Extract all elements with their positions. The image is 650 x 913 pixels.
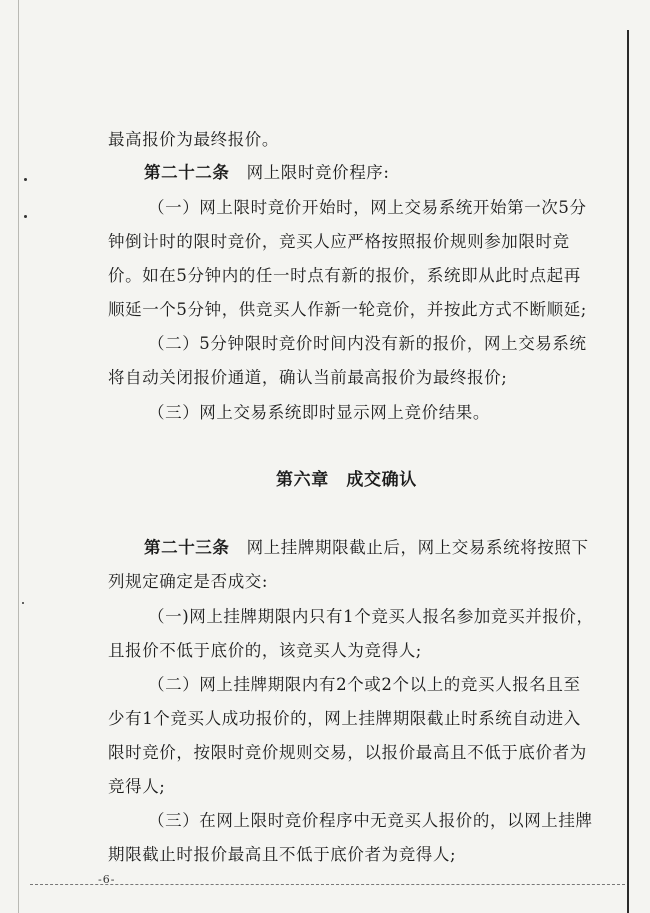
text-line: 钟倒计时的限时竞价，竞买人应严格按照报价规则参加限时竞: [108, 232, 570, 251]
article-22-heading: [144, 163, 390, 183]
text-line: （三）在网上限时竞价程序中无竞买人报价的，以网上挂牌: [148, 811, 593, 830]
text-line: （一）网上限时竞价开始时，网上交易系统开始第一次5分: [148, 198, 587, 217]
text-line: （二）5分钟限时竞价时间内没有新的报价，网上交易系统: [148, 334, 587, 353]
scan-speck: [24, 215, 27, 218]
article-22-title: 网上限时竞价程序:: [246, 163, 390, 182]
text-line: （三）网上交易系统即时显示网上竞价结果。: [148, 403, 490, 422]
text-line: 列规定确定是否成交:: [108, 572, 269, 591]
chapter-heading: 第六章 成交确认: [276, 470, 417, 490]
text-line: 竞得人;: [108, 777, 166, 796]
text-line: 少有1个竞买人成功报价的，网上挂牌期限截止时系统自动进入: [108, 709, 581, 728]
text-line: 将自动关闭报价通道，确认当前最高报价为最终报价;: [108, 368, 508, 387]
scan-edge-right: [627, 30, 629, 913]
page-number: -6-: [98, 873, 116, 886]
article-22-number: 第二十二条: [144, 163, 230, 182]
text-line: 期限截止时报价最高且不低于底价者为竞得人;: [108, 845, 457, 864]
intro-line: 最高报价为最终报价。: [108, 130, 279, 149]
text-line: 且报价不低于底价的，该竞买人为竞得人;: [108, 641, 422, 660]
article-23-heading: [144, 538, 589, 558]
text-line: （一)网上挂牌期限内只有1个竞买人报名参加竞买并报价，: [148, 607, 594, 626]
scan-speck: [24, 178, 27, 181]
article-23-number: 第二十三条: [144, 538, 230, 557]
bottom-rule: [30, 884, 625, 885]
article-23-title: 网上挂牌期限截止后，网上交易系统将按照下: [246, 538, 589, 557]
text-line: （二）网上挂牌期限内有2个或2个以上的竞买人报名且至: [148, 675, 581, 694]
text-line: 价。如在5分钟内的任一时点有新的报价，系统即从此时点起再: [108, 266, 581, 285]
text-line: 顺延一个5分钟，供竞买人作新一轮竞价，并按此方式不断顺延;: [108, 300, 587, 319]
scan-edge-left: [18, 0, 19, 913]
scan-speck: [22, 602, 24, 604]
text-line: 限时竞价，按限时竞价规则交易，以报价最高且不低于底价者为: [108, 743, 587, 762]
